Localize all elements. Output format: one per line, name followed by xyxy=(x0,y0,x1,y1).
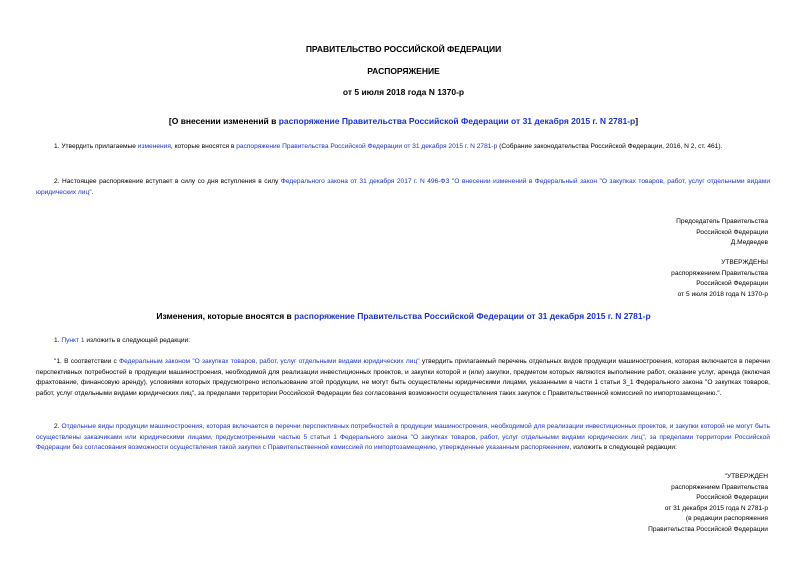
item-1 xyxy=(36,336,770,347)
quote-1 xyxy=(36,357,770,399)
p1-decree-link[interactable]: распоряжение Правительства Российской Федерации от 31 декабря 2015 г. N 2781-р xyxy=(236,143,498,150)
approved2-line-2: распоряжением Правительства xyxy=(671,483,768,491)
document-title xyxy=(0,116,807,126)
document-date: от 5 июля 2018 года N 1370-р xyxy=(342,87,465,97)
point-1-link[interactable]: Пункт 1 xyxy=(61,337,85,344)
p1-text-c: (Собрание законодательства Российской Федерации, 2016, N 2, ст. 461). xyxy=(497,143,723,150)
paragraph-2 xyxy=(36,177,770,198)
signature-line-3: Д.Медведев xyxy=(730,239,768,247)
changes-title-prefix: Изменения, которые вносятся в xyxy=(156,311,295,321)
approved-line-2: распоряжением Правительства xyxy=(671,269,768,277)
p1-text-a: 1. Утвердить прилагаемые xyxy=(54,143,138,150)
p1-text-b: , которые вносятся в xyxy=(170,143,237,150)
approved2-line-6: Правительства Российской Федерации xyxy=(648,525,768,533)
signature-line-2: Российской Федерации xyxy=(696,228,768,236)
title-decree-link[interactable]: распоряжение Правительства Российской Федерации от 31 декабря 2015 г. N 2781-р xyxy=(278,116,636,126)
title-suffix: ] xyxy=(635,116,639,126)
item1-number: 1. xyxy=(54,337,62,344)
government-heading: ПРАВИТЕЛЬСТВО РОССИЙСКОЙ ФЕДЕРАЦИИ xyxy=(305,44,502,54)
approved-line-4: от 5 июля 2018 года N 1370-р xyxy=(677,290,768,298)
approved-line-1: УТВЕРЖДЕНЫ xyxy=(721,259,768,266)
changes-title xyxy=(0,311,807,321)
quote1-text-a: "1. В соответствии с xyxy=(54,358,120,365)
item1-text: изложить в следующей редакции: xyxy=(84,337,191,344)
approved-block xyxy=(400,258,768,300)
title-prefix: [О внесении изменений в xyxy=(168,116,279,126)
approved2-line-5: (в редакции распоряжения xyxy=(685,515,768,523)
approved-block-2 xyxy=(400,472,768,536)
approved2-line-4: от 31 декабря 2015 года N 2781-р xyxy=(664,504,768,512)
item2-number: 2. xyxy=(54,423,62,430)
approved-line-3: Российской Федерации xyxy=(696,280,768,288)
quote1-text-b: утвердить прилагаемый перечень отдельных видов продукции машиностроения, которая включается в перечни перспективных потребностей в продукции машиностроения, необходимой для реализации инвестиционных проектов, и закупки которой и (или) закупки, предметом которых являются выполнение работ, оказание услуг, аренда (включая фрахтование, финансовую аренду), условиями которых предусмотрено использование этой продукции, не могут быть осуществлены юридическими лицами, указанными в части 1 статьи 3_1 Федерального закона "О закупках товаров, работ, услуг отдельными видами юридических лиц", за пределами территории Российской Федерации без согласования возможности осуществления таких закупок с Правительственной комиссией по импортозамещению.". xyxy=(36,358,770,397)
p2-text-a: 2. Настоящее распоряжение вступает в силу со дня вступления в силу xyxy=(54,178,281,185)
changes-link[interactable]: изменения xyxy=(137,143,171,150)
procurement-law-link[interactable]: Федеральным законом "О закупках товаров, работ, услуг отдельными видами юридических лиц" xyxy=(119,358,420,365)
machinery-products-link[interactable]: Отдельные виды продукции машиностроения, которая включается в перечни перспективных потребностей в продукции машиностроения, необходимой для реализации инвестиционных проектов, и закупки которой не могут быть осуществлены заказчиками или юридическими лицами, предусмотренными частью 5 статьи 1 Федерального закона "О закупках товаров, работ, услуг отдельными видами юридических лиц", за пределами территории Российской Федерации без согласования возможности осуществления такой закупки с Правительственной комиссией по импортозамещению, утвержденные указанным распоряжением xyxy=(36,423,770,452)
document-type: РАСПОРЯЖЕНИЕ xyxy=(367,66,440,76)
paragraph-1 xyxy=(36,142,770,153)
changes-title-decree-link[interactable]: распоряжение Правительства Российской Федерации от 31 декабря 2015 г. N 2781-р xyxy=(294,311,651,321)
approved2-line-1: "УТВЕРЖДЕН xyxy=(724,473,768,480)
p2-text-b: . xyxy=(91,188,94,196)
signature-line-1: Председатель Правительства xyxy=(676,218,768,225)
item2-text: , изложить в следующей редакции: xyxy=(569,444,677,452)
item-2 xyxy=(36,422,770,454)
approved2-line-3: Российской Федерации xyxy=(696,494,768,502)
federal-law-link[interactable]: Федерального закона от 31 декабря 2017 г. N 496-ФЗ "О внесении изменений в Федеральный закон "О закупках товаров, работ, услуг отдельными видами юридических лиц" xyxy=(36,178,771,196)
signature-block xyxy=(400,217,768,249)
